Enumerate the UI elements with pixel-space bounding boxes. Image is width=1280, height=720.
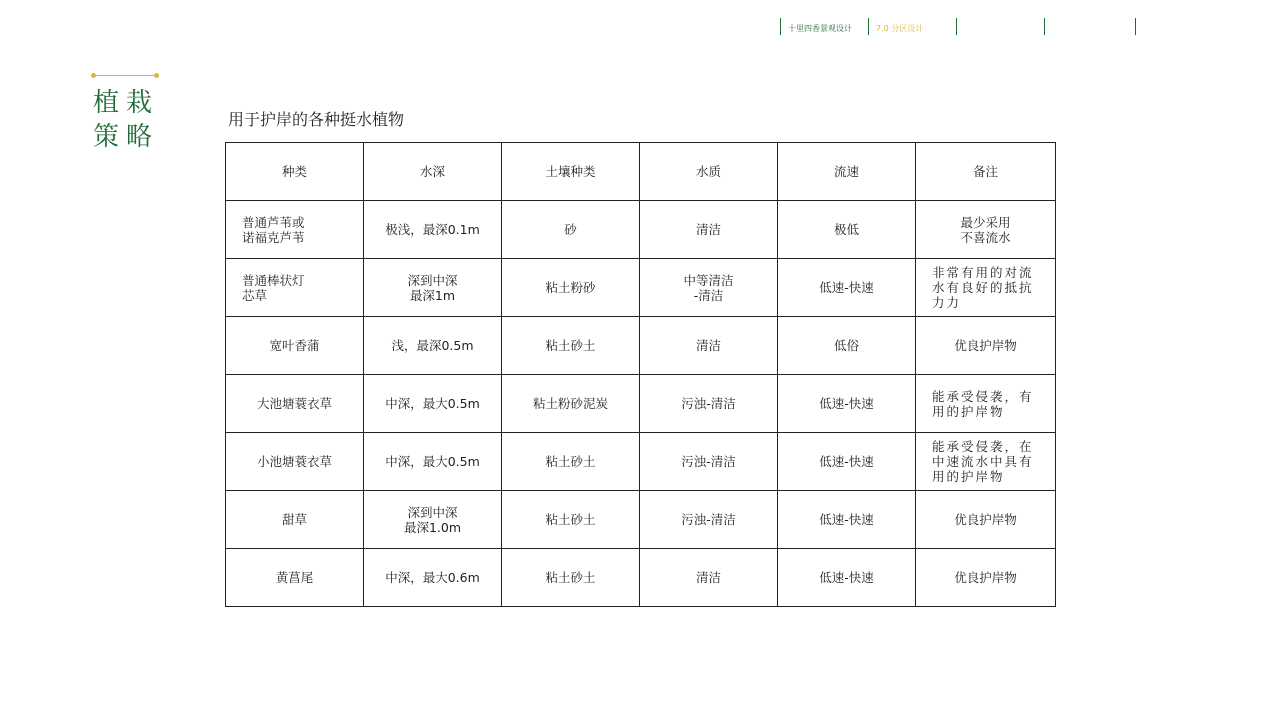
cell-species: 甜草: [226, 491, 364, 549]
header-cell-notes: 备注: [916, 143, 1056, 201]
cell-water-depth: 极浅，最深0.1m: [364, 201, 502, 259]
cell-notes: 能承受侵袭，有 用的护岸物: [916, 375, 1056, 433]
table-row: [226, 317, 1056, 375]
title-decoration: [91, 73, 159, 78]
nav-item-zoning-design[interactable]: 7.0 分区设计: [876, 24, 924, 33]
cell-flow-speed: 低速-快速: [778, 491, 916, 549]
cell-species: 黄菖尾: [226, 549, 364, 607]
cell-flow-speed: 低速-快速: [778, 433, 916, 491]
cell-water-depth: 深到中深 最深1.0m: [364, 491, 502, 549]
decoration-dot: [91, 73, 96, 78]
cell-species: 普通棒状灯 芯草: [226, 259, 364, 317]
header-cell-soil-type: 土壤种类: [502, 143, 640, 201]
cell-notes: 最少采用 不喜流水: [916, 201, 1056, 259]
cell-water-depth: 深到中深 最深1m: [364, 259, 502, 317]
cell-species: 小池塘蓑衣草: [226, 433, 364, 491]
cell-species: 大池塘蓑衣草: [226, 375, 364, 433]
cell-soil-type: 粘土砂土: [502, 433, 640, 491]
cell-water-quality: 污浊-清洁: [640, 491, 778, 549]
cell-water-quality: 中等清洁 -清洁: [640, 259, 778, 317]
nav-divider: [956, 18, 957, 35]
header-cell-water-depth: 水深: [364, 143, 502, 201]
nav-item-project[interactable]: 十里四香景观设计: [788, 24, 852, 33]
nav-divider: [1044, 18, 1045, 35]
header-cell-species: 种类: [226, 143, 364, 201]
decoration-line: [93, 75, 157, 76]
nav-divider: [868, 18, 869, 35]
top-navigation: [0, 18, 1280, 36]
cell-soil-type: 砂: [502, 201, 640, 259]
cell-notes: 非常有用的对流 水有良好的抵抗 力力: [916, 259, 1056, 317]
cell-water-quality: 清洁: [640, 549, 778, 607]
table-header-row: [226, 143, 1056, 201]
cell-water-quality: 清洁: [640, 201, 778, 259]
cell-soil-type: 粘土砂土: [502, 317, 640, 375]
nav-divider: [780, 18, 781, 35]
header-cell-water-quality: 水质: [640, 143, 778, 201]
cell-water-depth: 中深，最大0.5m: [364, 375, 502, 433]
cell-water-depth: 浅，最深0.5m: [364, 317, 502, 375]
cell-water-depth: 中深，最大0.6m: [364, 549, 502, 607]
table-row: [226, 491, 1056, 549]
table-caption: 用于护岸的各种挺水植物: [228, 110, 405, 129]
table-row: [226, 375, 1056, 433]
cell-notes: 优良护岸物: [916, 317, 1056, 375]
cell-water-quality: 污浊-清洁: [640, 433, 778, 491]
cell-water-quality: 污浊-清洁: [640, 375, 778, 433]
table-row: [226, 433, 1056, 491]
table-row: [226, 549, 1056, 607]
table-row: [226, 201, 1056, 259]
cell-water-quality: 清洁: [640, 317, 778, 375]
cell-species: 宽叶香蒲: [226, 317, 364, 375]
cell-notes: 优良护岸物: [916, 491, 1056, 549]
plant-table: [225, 142, 1056, 607]
cell-soil-type: 粘土砂土: [502, 549, 640, 607]
cell-water-depth: 中深，最大0.5m: [364, 433, 502, 491]
cell-soil-type: 粘土粉砂泥炭: [502, 375, 640, 433]
cell-flow-speed: 低速-快速: [778, 549, 916, 607]
table-row: [226, 259, 1056, 317]
cell-flow-speed: 低俗: [778, 317, 916, 375]
cell-notes: 优良护岸物: [916, 549, 1056, 607]
cell-notes: 能承受侵袭，在 中速流水中具有 用的护岸物: [916, 433, 1056, 491]
cell-flow-speed: 极低: [778, 201, 916, 259]
cell-flow-speed: 低速-快速: [778, 259, 916, 317]
cell-soil-type: 粘土砂土: [502, 491, 640, 549]
section-title: 植栽策略: [93, 88, 160, 152]
cell-soil-type: 粘土粉砂: [502, 259, 640, 317]
cell-flow-speed: 低速-快速: [778, 375, 916, 433]
nav-divider: [1135, 18, 1136, 35]
cell-species: 普通芦苇或 诺福克芦苇: [226, 201, 364, 259]
decoration-dot: [154, 73, 159, 78]
header-cell-flow-speed: 流速: [778, 143, 916, 201]
